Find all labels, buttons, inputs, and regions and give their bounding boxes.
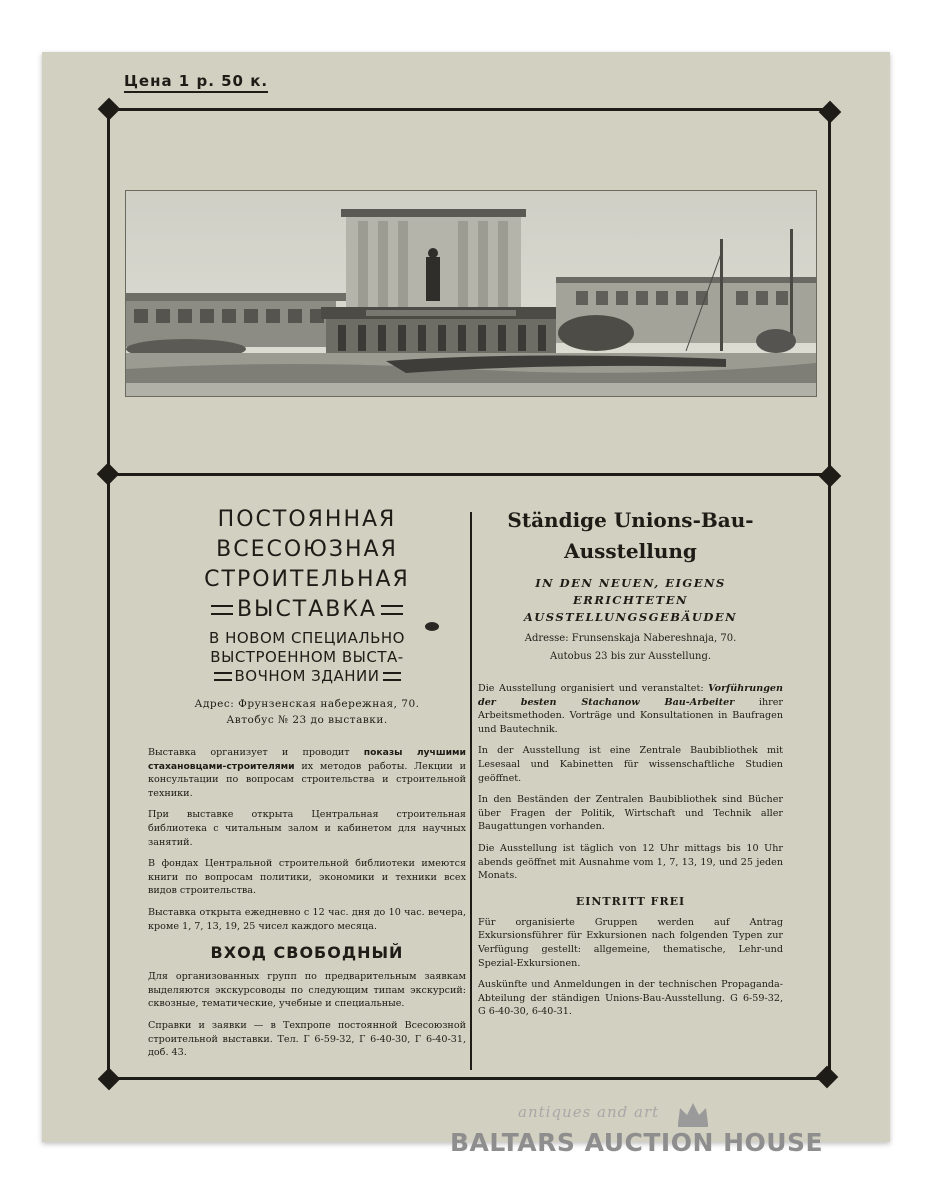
ornament-bar bbox=[214, 672, 232, 681]
subheading-line: ВЫСТРОЕННОМ ВЫСТА- bbox=[210, 648, 404, 666]
german-subheading bbox=[478, 575, 783, 626]
column-divider bbox=[470, 512, 472, 1070]
ornament-bar bbox=[383, 672, 401, 681]
subheading-line: ВОЧНОМ ЗДАНИИ bbox=[234, 667, 380, 685]
frame-right-line bbox=[828, 112, 831, 1078]
subheading-line: AUSSTELLUNGSGEBÄUDEN bbox=[523, 610, 738, 624]
heading-line: ВСЕСОЮЗНАЯ bbox=[216, 537, 398, 562]
russian-heading bbox=[148, 505, 466, 625]
paragraph-text: Выставка организует и проводит bbox=[148, 747, 364, 758]
frame-middle-line bbox=[108, 473, 830, 476]
bus-text: Autobus 23 bis zur Ausstellung. bbox=[549, 651, 712, 662]
subheading-line: ERRICHTETEN bbox=[573, 593, 688, 607]
german-column bbox=[478, 505, 783, 1019]
german-heading bbox=[478, 505, 783, 567]
german-address-block bbox=[478, 630, 783, 666]
heading-line: Ausstellung bbox=[564, 539, 697, 563]
paragraph-text: их методов работы. Лекции и консультации по вопросам строительства и строительной техники. bbox=[148, 760, 466, 799]
subheading-line: В НОВОМ СПЕЦИАЛЬНО bbox=[209, 629, 405, 647]
russian-paragraph: При выставке открыта Центральная строительная библиотека с читальным залом и кабинетом для научных занятий. bbox=[148, 809, 466, 848]
russian-paragraph bbox=[148, 746, 466, 800]
bus-text: Автобус № 23 до выставки. bbox=[226, 714, 388, 726]
russian-subheading bbox=[148, 629, 466, 686]
crown-icon bbox=[676, 1100, 710, 1128]
german-paragraph: Für organisierte Gruppen werden auf Antrag Exkursionsführer für Exkursionen nach folgenden Typen zur Verfügung gestellt: allgemeine, thematische, Lehr-und Spezial-Exkursionen. bbox=[478, 916, 783, 969]
subheading-line: IN DEN NEUEN, EIGENS bbox=[535, 576, 726, 590]
german-paragraph: In der Ausstellung ist eine Zentrale Baubibliothek mit Lesesaal und Kabinetten für wissenschaftliche Studien geöffnet. bbox=[478, 745, 783, 784]
frame-top-line bbox=[110, 108, 830, 111]
watermark-name: BALTARS AUCTION HOUSE bbox=[450, 1128, 824, 1157]
address-text: Адрес: Фрунзенская набережная, 70. bbox=[194, 698, 420, 710]
russian-paragraph: Справки и заявки — в Техпропе постоянной Всесоюзной строительной выставки. Тел. Г 6-59-32, Г 6-40-30, Г 6-40-31, доб. 43. bbox=[148, 1019, 466, 1059]
frame-bottom-line bbox=[110, 1077, 826, 1080]
paragraph-text: ihrer Arbeitsmethoden. Vorträge und Konsultationen in Baufragen und Bautechnik. bbox=[478, 696, 783, 735]
german-paragraph: Die Ausstellung ist täglich von 12 Uhr mittags bis 10 Uhr abends geöffnet mit Ausnahme vom 1, 7, 13, 19, und 25 jeden Monats. bbox=[478, 842, 783, 882]
russian-address-block bbox=[148, 696, 466, 728]
frame-left-line bbox=[107, 110, 110, 1078]
heading-line: ВЫСТАВКА bbox=[236, 597, 378, 622]
heading-line: ПОСТОЯННАЯ bbox=[217, 507, 397, 532]
german-free-entry: EINTRITT FREI bbox=[575, 894, 686, 908]
price-label: Цена 1 р. 50 к. bbox=[124, 72, 268, 93]
german-paragraph: In den Beständen der Zentralen Baubibliothek sind Bücher über Fragen der Politik, Wirtschaft und Technik aller Baugattungen vorhanden. bbox=[478, 794, 783, 833]
russian-column bbox=[148, 505, 466, 1060]
german-paragraph bbox=[478, 682, 783, 736]
heading-line: Ständige Unions-Bau- bbox=[507, 508, 754, 532]
russian-paragraph: Выставка открыта ежедневно с 12 час. дня до 10 час. вечера, кроме 1, 7, 13, 19, 25 чисел каждого месяца. bbox=[148, 906, 466, 932]
russian-paragraph: Для организованных групп по предварительным заявкам выделяются экскурсоводы по следующим типам экскурсий: сквозные, тематические, учебные и специальные. bbox=[148, 971, 466, 1010]
german-paragraph: Auskünfte und Anmeldungen in der technischen Propaganda-Abteilung der ständigen Unions-Bau-Ausstellung. G 6-59-32, G 6-40-30, 6-40-31. bbox=[478, 979, 783, 1018]
exhibition-building-photo bbox=[125, 190, 817, 397]
paragraph-text: Die Ausstellung organisiert und veranstaltet: bbox=[478, 683, 709, 694]
watermark-script: antiques and art bbox=[518, 1103, 660, 1121]
address-text: Adresse: Frunsenskaja Nabereshnaja, 70. bbox=[524, 633, 737, 644]
paragraph-bold-text: Vorführungen der besten Stachanow Bau-Arbeiter bbox=[478, 683, 783, 708]
ornament-bar bbox=[211, 605, 233, 615]
russian-free-entry: ВХОД СВОБОДНЫЙ bbox=[210, 943, 404, 963]
ink-stain bbox=[425, 622, 439, 631]
russian-paragraph: В фондах Центральной строительной библиотеки имеются книги по вопросам политики, экономики и техники всех видов строительства. bbox=[148, 858, 466, 897]
paragraph-bold-text: показы лучшими стахановцами-строителями bbox=[148, 747, 466, 772]
ornament-bar bbox=[381, 605, 403, 615]
heading-line: СТРОИТЕЛЬНАЯ bbox=[204, 567, 410, 592]
